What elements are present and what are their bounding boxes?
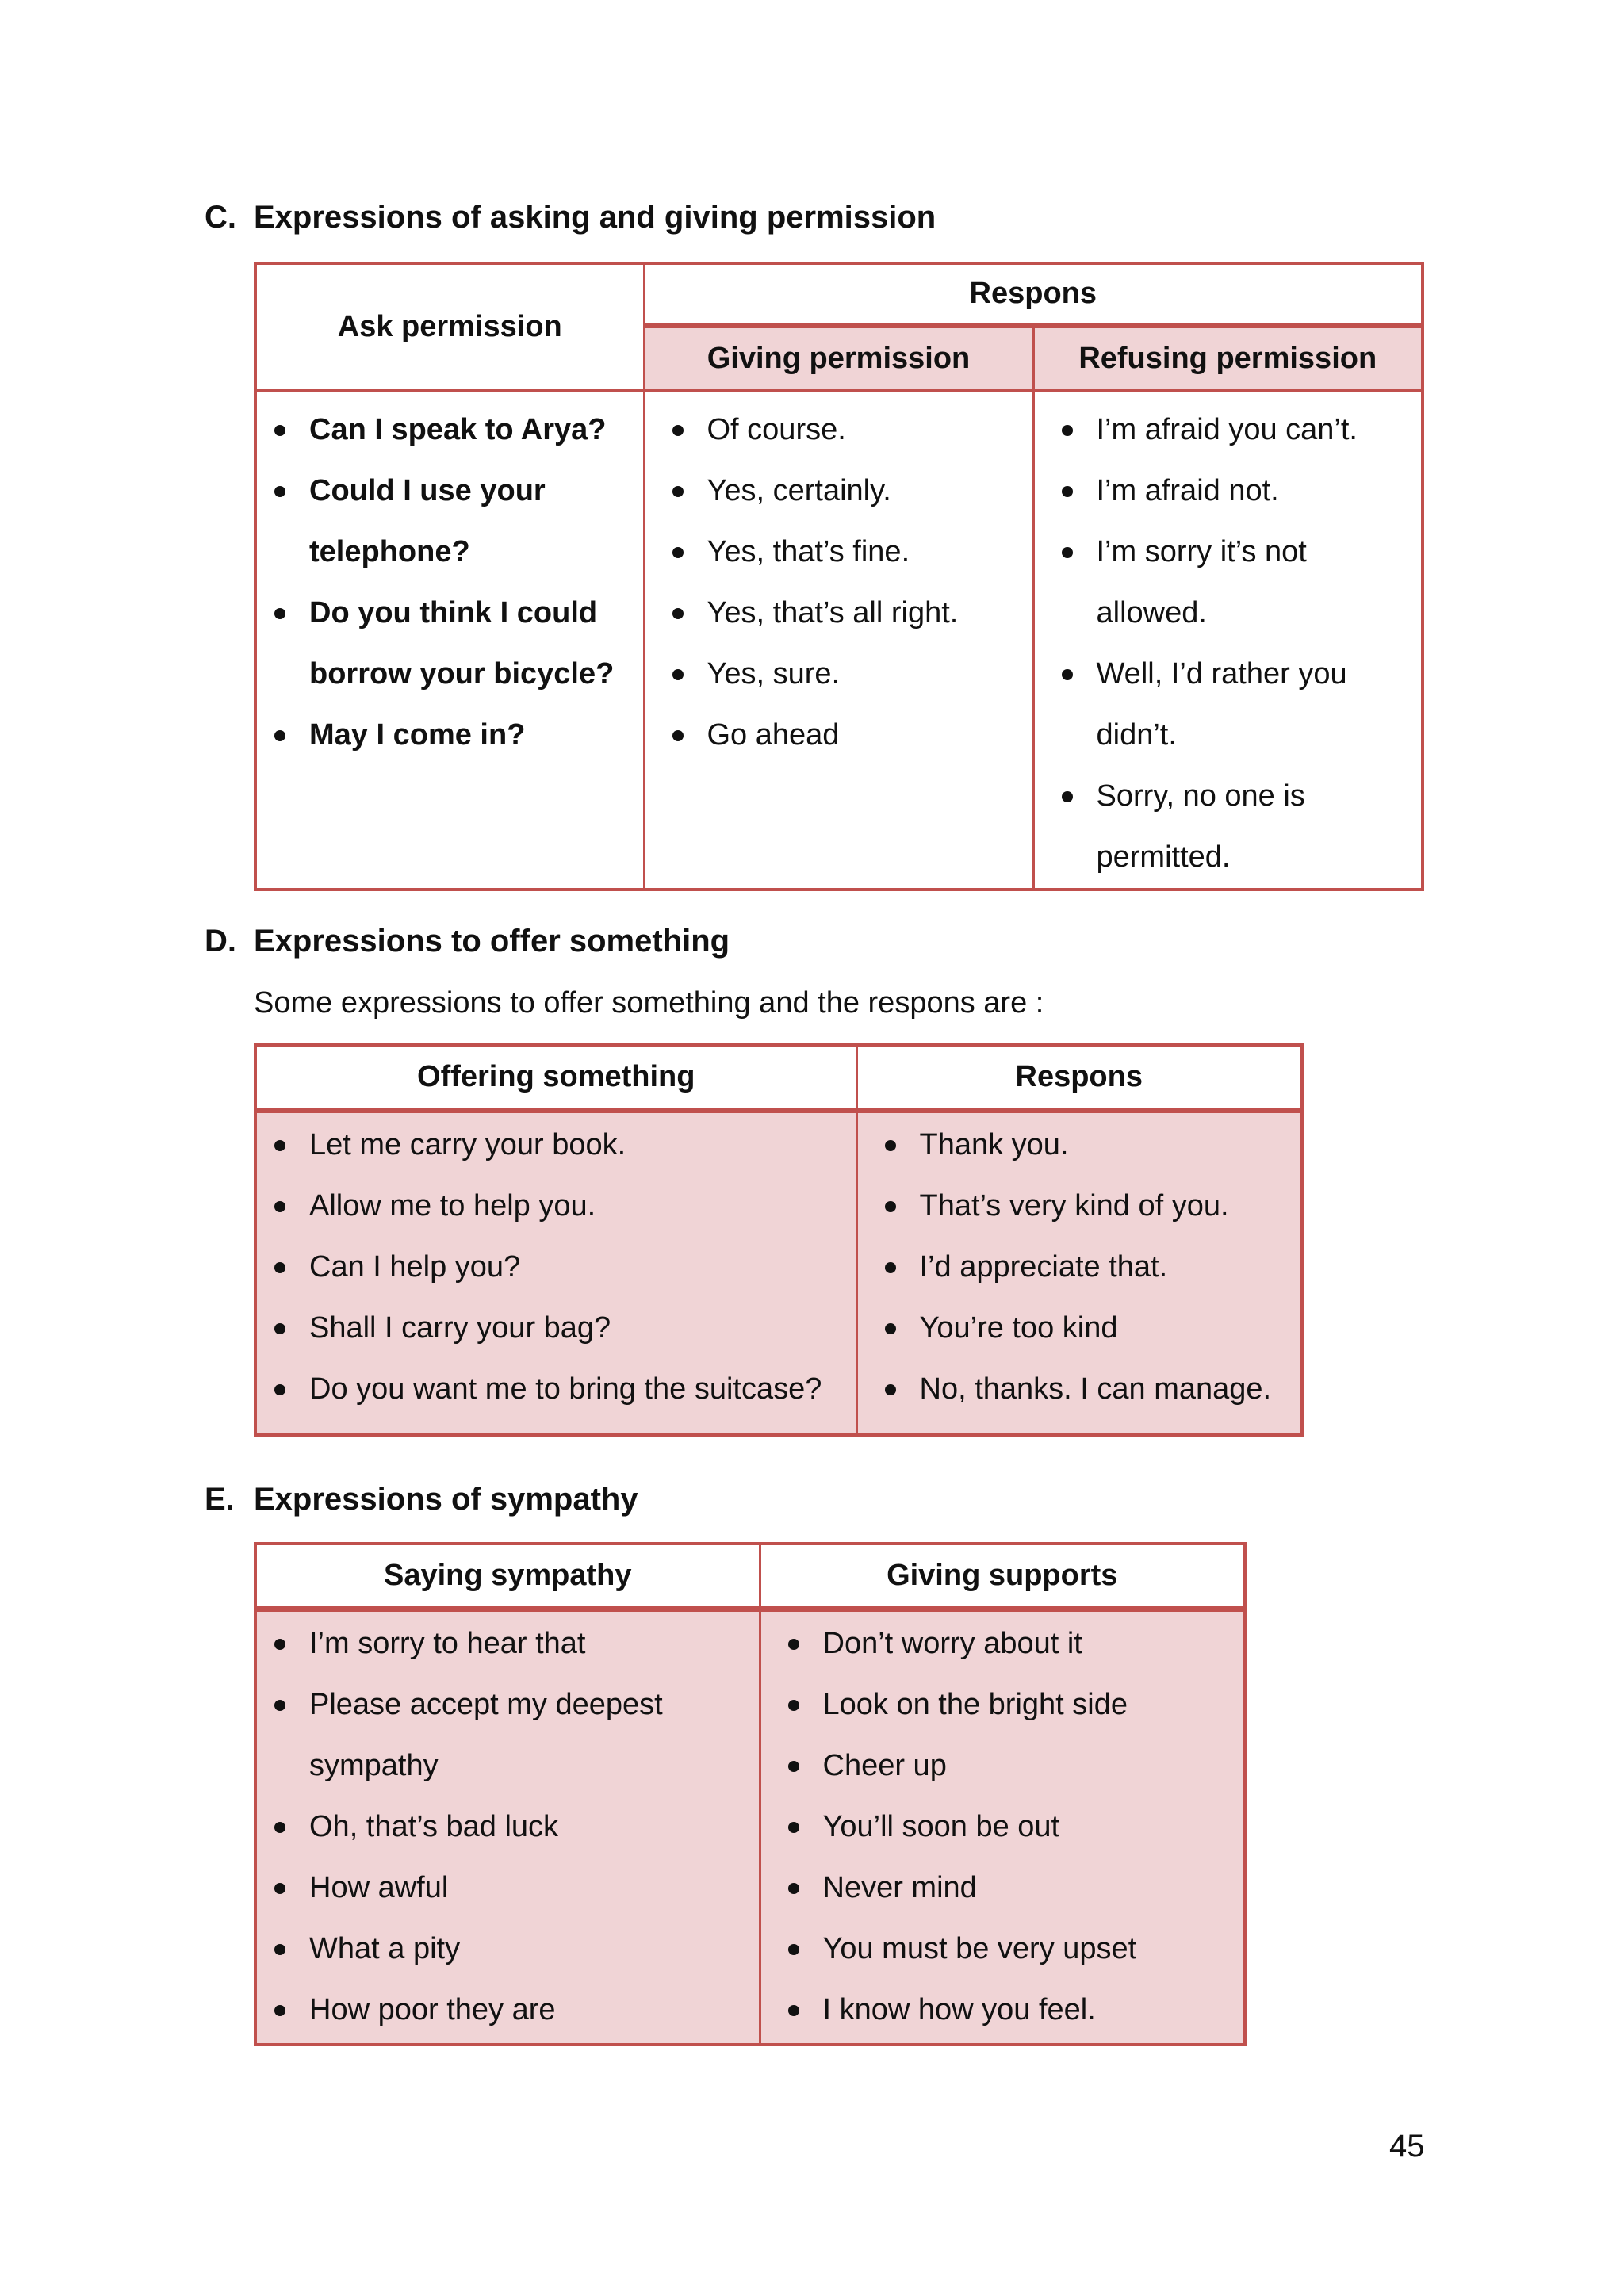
section-d-intro: Some expressions to offer something and the respons are : [254, 986, 1044, 1020]
list-item: How poor they are [257, 1980, 743, 2041]
list-item: Please accept my deepest sympathy [257, 1674, 743, 1797]
ask-permission-list [257, 400, 619, 766]
refusing-permission-header: Refusing permission [1033, 325, 1423, 390]
list-item: Thank you. [868, 1115, 1293, 1176]
respons-header: Respons [644, 263, 1423, 325]
list-item: I’m afraid not. [1044, 461, 1398, 522]
list-item: I’m sorry it’s not allowed. [1044, 522, 1398, 644]
section-e-letter: E. [205, 1482, 235, 1517]
saying-sympathy-header: Saying sympathy [255, 1544, 760, 1609]
offering-header: Offering something [255, 1045, 856, 1110]
giving-supports-cell [760, 1609, 1245, 2045]
offer-respons-header: Respons [856, 1045, 1302, 1110]
section-e-title: Expressions of sympathy [254, 1482, 638, 1517]
list-item: I’d appreciate that. [868, 1237, 1293, 1298]
offering-table [254, 1043, 1304, 1437]
section-d-letter: D. [205, 924, 236, 959]
list-item: Sorry, no one is permitted. [1044, 766, 1398, 888]
list-item: I know how you feel. [771, 1980, 1236, 2041]
list-item: Yes, certainly. [655, 461, 1025, 522]
sympathy-table [254, 1542, 1247, 2046]
list-item: Of course. [655, 400, 1025, 461]
section-e-heading [205, 1480, 638, 1518]
giving-permission-header: Giving permission [644, 325, 1033, 390]
section-c-title: Expressions of asking and giving permission [254, 200, 936, 235]
offer-respons-cell [856, 1110, 1302, 1435]
list-item: Let me carry your book. [257, 1115, 848, 1176]
list-item: Allow me to help you. [257, 1176, 848, 1237]
list-item: How awful [257, 1858, 743, 1919]
section-c-heading [205, 198, 936, 236]
list-item: Don’t worry about it [771, 1613, 1236, 1674]
offering-cell [255, 1110, 856, 1435]
giving-permission-cell [644, 390, 1033, 890]
list-item: You’re too kind [868, 1298, 1293, 1359]
saying-sympathy-cell [255, 1609, 760, 2045]
list-item: You’ll soon be out [771, 1797, 1236, 1858]
ask-permission-header: Ask permission [255, 263, 644, 390]
ask-permission-cell [255, 390, 644, 890]
list-item: Do you think I could borrow your bicycle? [257, 583, 619, 705]
offer-respons-list [868, 1115, 1293, 1420]
list-item: Never mind [771, 1858, 1236, 1919]
list-item: You must be very upset [771, 1919, 1236, 1980]
giving-permission-list [655, 400, 1025, 766]
offering-list [257, 1115, 848, 1420]
list-item: Do you want me to bring the suitcase? [257, 1359, 848, 1420]
list-item: Look on the bright side [771, 1674, 1236, 1735]
section-d-title: Expressions to offer something [254, 924, 730, 959]
list-item: May I come in? [257, 705, 619, 766]
list-item: What a pity [257, 1919, 743, 1980]
permission-table [254, 262, 1424, 891]
list-item: Yes, that’s fine. [655, 522, 1025, 583]
list-item: Yes, that’s all right. [655, 583, 1025, 644]
refusing-permission-cell [1033, 390, 1423, 890]
giving-supports-list [771, 1613, 1236, 2041]
list-item: Could I use your telephone? [257, 461, 619, 583]
list-item: Shall I carry your bag? [257, 1298, 848, 1359]
list-item: Can I speak to Arya? [257, 400, 619, 461]
list-item: Cheer up [771, 1735, 1236, 1797]
list-item: Oh, that’s bad luck [257, 1797, 743, 1858]
page-number: 45 [1389, 2129, 1425, 2164]
list-item: Well, I’d rather you didn’t. [1044, 644, 1398, 766]
section-c-letter: C. [205, 200, 236, 235]
list-item: I’m afraid you can’t. [1044, 400, 1398, 461]
list-item: That’s very kind of you. [868, 1176, 1293, 1237]
refusing-permission-list [1044, 400, 1398, 888]
list-item: Yes, sure. [655, 644, 1025, 705]
saying-sympathy-list [257, 1613, 743, 2041]
list-item: Can I help you? [257, 1237, 848, 1298]
list-item: No, thanks. I can manage. [868, 1359, 1293, 1420]
giving-supports-header: Giving supports [760, 1544, 1245, 1609]
list-item: I’m sorry to hear that [257, 1613, 743, 1674]
list-item: Go ahead [655, 705, 1025, 766]
section-d-heading [205, 922, 730, 960]
